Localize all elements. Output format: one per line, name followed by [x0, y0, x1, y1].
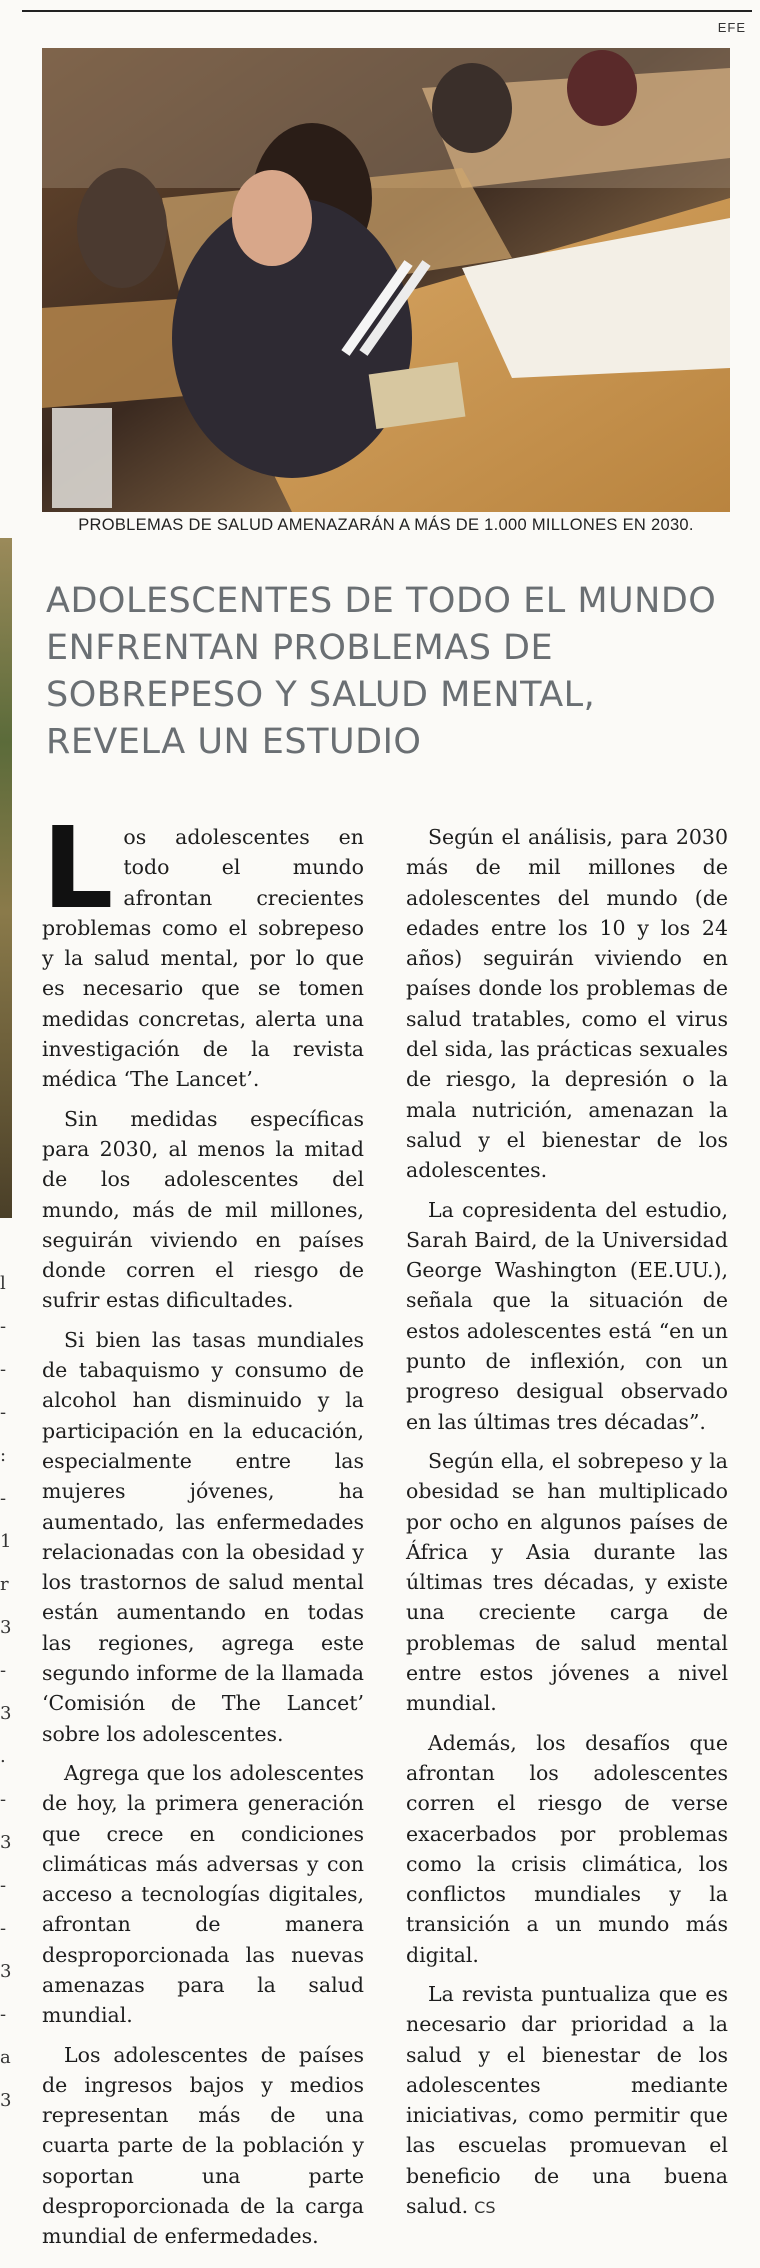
adjacent-column-fragment: - [0, 1488, 7, 1509]
article-column-right [406, 822, 728, 2232]
paragraph-5: Los adolescentes de países de ingresos bajos y medios representan más de una cuarta parte de la población y soportan una parte desproporcionada de la carga mundial de enfermedades. [42, 2042, 364, 2249]
paragraph-10-text: La revista puntualiza que es necesario dar prioridad a la salud y el bienestar de los adolescentes mediante iniciativas, como permitir que las escuelas promuevan el beneficio de una buena salud. [406, 1981, 728, 2219]
paragraph-7: La copresidenta del estudio, Sarah Baird, de la Universidad George Washington (EE.UU.), señala que la situación de estos adolescentes está “en un punto de inflexión, con un progreso desigual observado en las últimas tres décadas”. [406, 1197, 728, 1434]
adjacent-column-fragment: - [0, 1316, 7, 1337]
adjacent-column-fragment: . [0, 1746, 6, 1767]
paragraph-10 [406, 1979, 728, 2223]
adjacent-column-fragment: 1 [0, 1531, 12, 1552]
headline: ADOLESCENTES DE TODO EL MUNDO ENFRENTAN PROBLEMAS DE SOBREPESO Y SALUD MENTAL, REVELA UN ESTUDIO [46, 581, 717, 762]
classroom-photo [42, 48, 730, 512]
top-rule [22, 10, 752, 12]
adjacent-column-fragment: - [0, 1789, 7, 1810]
adjacent-column-fragment: - [0, 1875, 7, 1896]
adjacent-article-photo-edge [0, 538, 12, 1218]
adjacent-column-fragment: r [0, 1574, 9, 1595]
adjacent-column-fragments [0, 1262, 16, 2122]
adjacent-column-fragment: - [0, 2004, 7, 2025]
adjacent-column-fragment: : [0, 1445, 7, 1466]
paragraph-9: Además, los desafíos que afrontan los adolescentes corren el riesgo de verse exacerbados por problemas como la crisis climática, los conflictos mundiales y la transición a un mundo más digital. [406, 1730, 728, 1967]
drop-cap: L [42, 804, 114, 934]
article-column-left [42, 804, 364, 2261]
adjacent-column-fragment: - [0, 1918, 7, 1939]
adjacent-column-fragment: a [0, 2047, 11, 2068]
adjacent-column-fragment: - [0, 1359, 7, 1380]
adjacent-column-fragment: l [0, 1273, 6, 1294]
adjacent-column-fragment: 3 [0, 1832, 12, 1853]
adjacent-column-fragment: 3 [0, 2090, 12, 2111]
adjacent-column-fragment: 3 [0, 1961, 12, 1982]
paragraph-4: Agrega que los adolescentes de hoy, la primera generación que crece en condiciones climáticas más adversas y con acceso a tecnologías digitales, afrontan de manera desproporcionada las nuevas amenazas para la salud mundial. [42, 1760, 364, 2028]
paragraph-2: Sin medidas específicas para 2030, al menos la mitad de los adolescentes del mundo, más de mil millones, seguirán viviendo en países donde corren el riesgo de sufrir estas dificultades. [42, 1106, 364, 1313]
adjacent-column-fragment: - [0, 1402, 7, 1423]
paragraph-3: Si bien las tasas mundiales de tabaquismo y consumo de alcohol han disminuido y la participación en la educación, especialmente entre las mujeres jóvenes, ha aumentado, las enfermedades relacionadas con la obesidad y los trastornos de salud mental están aumentando en todas las regiones, agrega este segundo informe de la llamada ‘Comisión de The Lancet’ sobre los adolescentes. [42, 1327, 364, 1746]
paragraph-1-text: os adolescentes en todo el mundo afrontan crecientes problemas como el sobrepeso y la salud mental, por lo que es necesario que se tomen medidas concretas, alerta una investigación de la revista médica ‘The Lancet’. [42, 825, 364, 1092]
adjacent-column-fragment: - [0, 1660, 7, 1681]
paragraph-8: Según ella, el sobrepeso y la obesidad se han multiplicado por ocho en algunos países de África y Asia durante las últimas tres décadas, y existe una creciente carga de problemas de salud mental entre estos jóvenes a nivel mundial. [406, 1448, 728, 1716]
paragraph-6: Según el análisis, para 2030 más de mil millones de adolescentes del mundo (de edades entre los 10 y los 24 años) seguirán viviendo en países donde los problemas de salud tratables, como el virus del sida, las prácticas sexuales de riesgo, la depresión o la mala nutrición, amenazan la salud y el bienestar de los adolescentes. [406, 825, 728, 1183]
paragraph-1 [42, 804, 364, 1095]
end-mark: CS [474, 2198, 496, 2218]
adjacent-column-fragment: 3 [0, 1617, 12, 1638]
adjacent-column-fragment: 3 [0, 1703, 12, 1724]
photo-caption: PROBLEMAS DE SALUD AMENAZARÁN A MÁS DE 1.000 MILLONES EN 2030. [78, 516, 694, 534]
photo-credit: EFE [717, 20, 746, 35]
